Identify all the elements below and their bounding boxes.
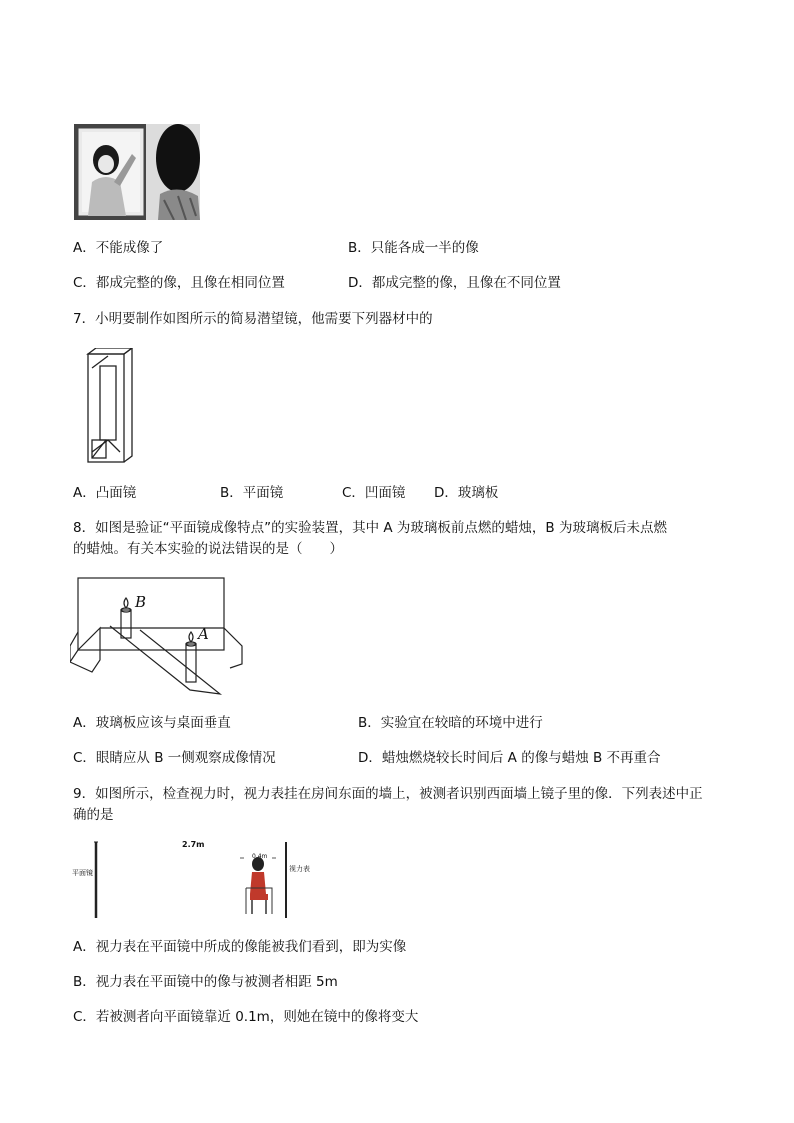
q9-stem-line2: 确的是 — [73, 807, 114, 823]
q6-option-b: B．只能各成一半的像 — [348, 240, 479, 256]
q7-option-b: B．平面镜 — [220, 485, 284, 501]
mirror-photo — [74, 124, 200, 220]
q9-option-c: C．若被测者向平面镜靠近 0.1m，则她在镜中的像将变大 — [73, 1009, 419, 1025]
q7-stem: 7．小明要制作如图所示的简易潜望镜，他需要下列器材中的 — [73, 311, 433, 327]
q8-stem-line2: 的蜡烛。有关本实验的说法错误的是（ ） — [73, 541, 343, 557]
q6-option-a: A．不能成像了 — [73, 240, 164, 256]
q6-option-d: D．都成完整的像，且像在不同位置 — [348, 275, 561, 291]
q8-option-c: C．眼睛应从 B 一侧观察成像情况 — [73, 750, 276, 766]
seated-person-icon — [246, 857, 272, 914]
distance-short-label: 0.4m — [252, 853, 268, 860]
q7-option-d: D．玻璃板 — [434, 485, 499, 501]
q8-option-a: A．玻璃板应该与桌面垂直 — [73, 715, 231, 731]
distance-long-label: 2.7m — [182, 840, 205, 849]
candle-b-label: B — [135, 593, 147, 611]
q8-stem-line1: 8．如图是验证“平面镜成像特点”的实验装置，其中 A 为玻璃板前点燃的蜡烛，B 为玻璃板后未点燃 — [73, 520, 667, 536]
candle-experiment-drawing — [70, 576, 245, 698]
q9-stem-line1: 9．如图所示，检查视力时，视力表挂在房间东面的墙上，被测者识别西面墙上镜子里的像．下列表述中正 — [73, 786, 703, 802]
periscope-figure — [86, 348, 134, 464]
q8-option-d: D．蜡烛燃烧较长时间后 A 的像与蜡烛 B 不再重合 — [358, 750, 661, 766]
q7-option-c: C．凹面镜 — [342, 485, 406, 501]
q6-option-c: C．都成完整的像，且像在相同位置 — [73, 275, 285, 291]
q9-option-b: B．视力表在平面镜中的像与被测者相距 5m — [73, 974, 338, 990]
eye-test-figure — [72, 838, 322, 922]
candle-experiment-figure — [70, 576, 245, 698]
eye-test-drawing — [72, 838, 322, 922]
mirror-label: 平面镜 — [72, 869, 93, 877]
candle-a-label: A — [198, 625, 209, 643]
q9-option-a: A．视力表在平面镜中所成的像能被我们看到，即为实像 — [73, 939, 407, 955]
eye-chart-label: 视力表 — [289, 865, 310, 873]
q8-option-b: B．实验宜在较暗的环境中进行 — [358, 715, 543, 731]
q7-option-a: A．凸面镜 — [73, 485, 137, 501]
